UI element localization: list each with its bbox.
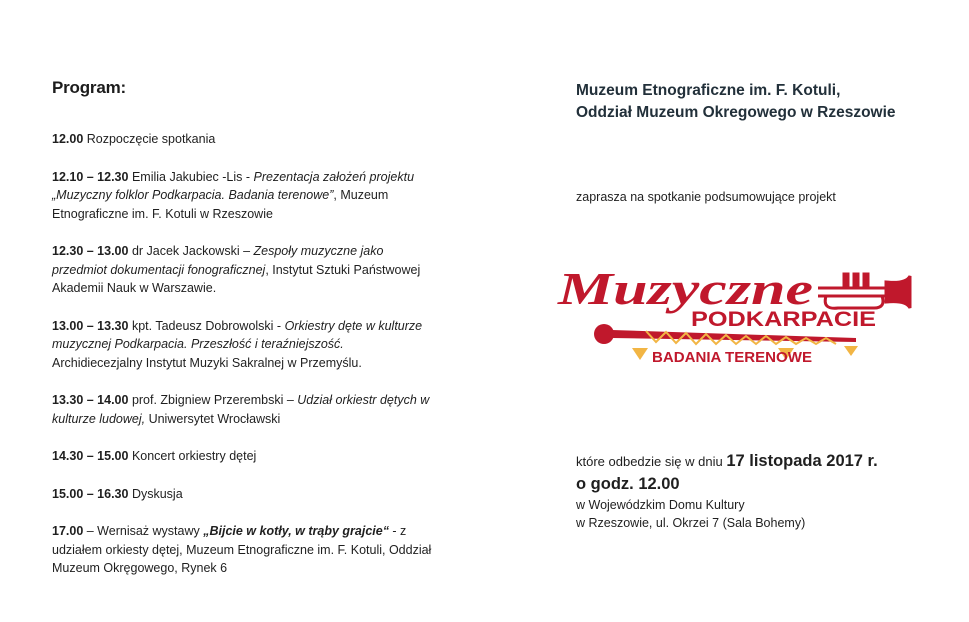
program-entry-speaker: kpt. Tadeusz Dobrowolski -: [128, 318, 285, 333]
museum-name: [576, 80, 936, 124]
program-entry-speaker: Dyskusja: [128, 486, 183, 501]
event-date-line: [576, 452, 956, 471]
logo-word-muzyczne: Muzyczne: [556, 263, 813, 314]
logo-word-podkarpacie: PODKARPACIE: [691, 308, 876, 331]
program-entry: [52, 317, 432, 373]
program-entry: [52, 485, 432, 504]
program-entry-time: 13.30 – 14.00: [52, 393, 129, 407]
logo-word-badania: BADANIA TERENOWE: [652, 349, 812, 366]
program-entry-time: 17.00: [52, 524, 84, 538]
program-entry-topic: Udział orkiestr dętych w kulturze ludowej,: [52, 393, 430, 426]
trumpet-icon: [818, 274, 910, 308]
program-entry-speaker: Emilia Jakubiec -Lis -: [128, 169, 254, 184]
program-entry: [52, 242, 432, 298]
program-entry-time: 13.00 – 13.30: [52, 318, 129, 333]
event-date: 17 listopada 2017 r.: [726, 452, 878, 470]
invitation-column: [576, 80, 936, 204]
program-entry-topic: Orkiestry dęte w kulturze muzycznej Podkarpacia. Przeszłość i teraźniejszość.: [52, 318, 423, 351]
program-entry-time: 15.00 – 16.30: [52, 486, 129, 501]
program-entry-topic: Zespoły muzyczne jako przedmiot dokumentacji fonograficznej: [52, 244, 384, 277]
program-entry-institution: - z udziałem orkiesty dętej, Muzeum Etnograficzne im. F. Kotuli, Oddział Muzeum Okręgowego, Rynek 6: [52, 524, 432, 575]
program-entry-topic: „Bijcie w kotły, w trąby grajcie“: [203, 524, 389, 538]
program-entry-speaker: prof. Zbigniew Przerembski –: [128, 393, 298, 407]
program-list: [52, 130, 432, 578]
program-entry-institution: Uniwersytet Wrocławski: [145, 411, 281, 426]
museum-name-line1: Muzeum Etnograficzne im. F. Kotuli,: [576, 82, 841, 99]
museum-name-line2: Oddział Muzeum Okregowego w Rzeszowie: [576, 104, 896, 121]
program-entry-institution: , Instytut Sztuki Państwowej Akademii Nauk w Warszawie.: [52, 262, 421, 295]
project-logo: [556, 258, 916, 370]
event-date-prefix: które odbedzie się w dniu: [576, 454, 727, 469]
program-entry-institution: Archidiecezjalny Instytut Muzyki Sakralnej w Przemyślu.: [52, 355, 362, 370]
program-entry-time: 12.00: [52, 132, 84, 146]
program-entry: [52, 447, 432, 466]
program-entry-speaker: Rozpoczęcie spotkania: [83, 132, 216, 146]
program-column: [52, 78, 432, 597]
event-details: [576, 452, 956, 532]
program-entry-speaker: – Wernisaż wystawy: [83, 524, 204, 538]
event-place-line2: w Rzeszowie, ul. Okrzei 7 (Sala Bohemy): [576, 516, 806, 530]
invite-text: zaprasza na spotkanie podsumowujące projekt: [576, 190, 836, 204]
program-entry-time: 14.30 – 15.00: [52, 449, 129, 463]
program-entry: [52, 168, 432, 224]
program-entry: [52, 391, 432, 428]
program-entry: [52, 130, 432, 149]
program-entry-time: 12.10 – 12.30: [52, 169, 129, 184]
event-place-line1: w Wojewódzkim Domu Kultury: [576, 498, 745, 512]
program-entry-time: 12.30 – 13.00: [52, 244, 129, 258]
program-title: Program:: [52, 78, 126, 97]
program-entry-speaker: Koncert orkiestry dętej: [128, 449, 257, 463]
program-entry-speaker: dr Jacek Jackowski –: [128, 244, 254, 258]
program-entry-institution: , Muzeum Etnograficzne im. F. Kotuli w Rzeszowie: [52, 188, 389, 221]
program-entry: [52, 522, 432, 578]
program-entry-topic: Prezentacja założeń projektu „Muzyczny folklor Podkarpacia. Badania terenowe”: [52, 169, 415, 202]
event-hour: o godz. 12.00: [576, 475, 680, 493]
